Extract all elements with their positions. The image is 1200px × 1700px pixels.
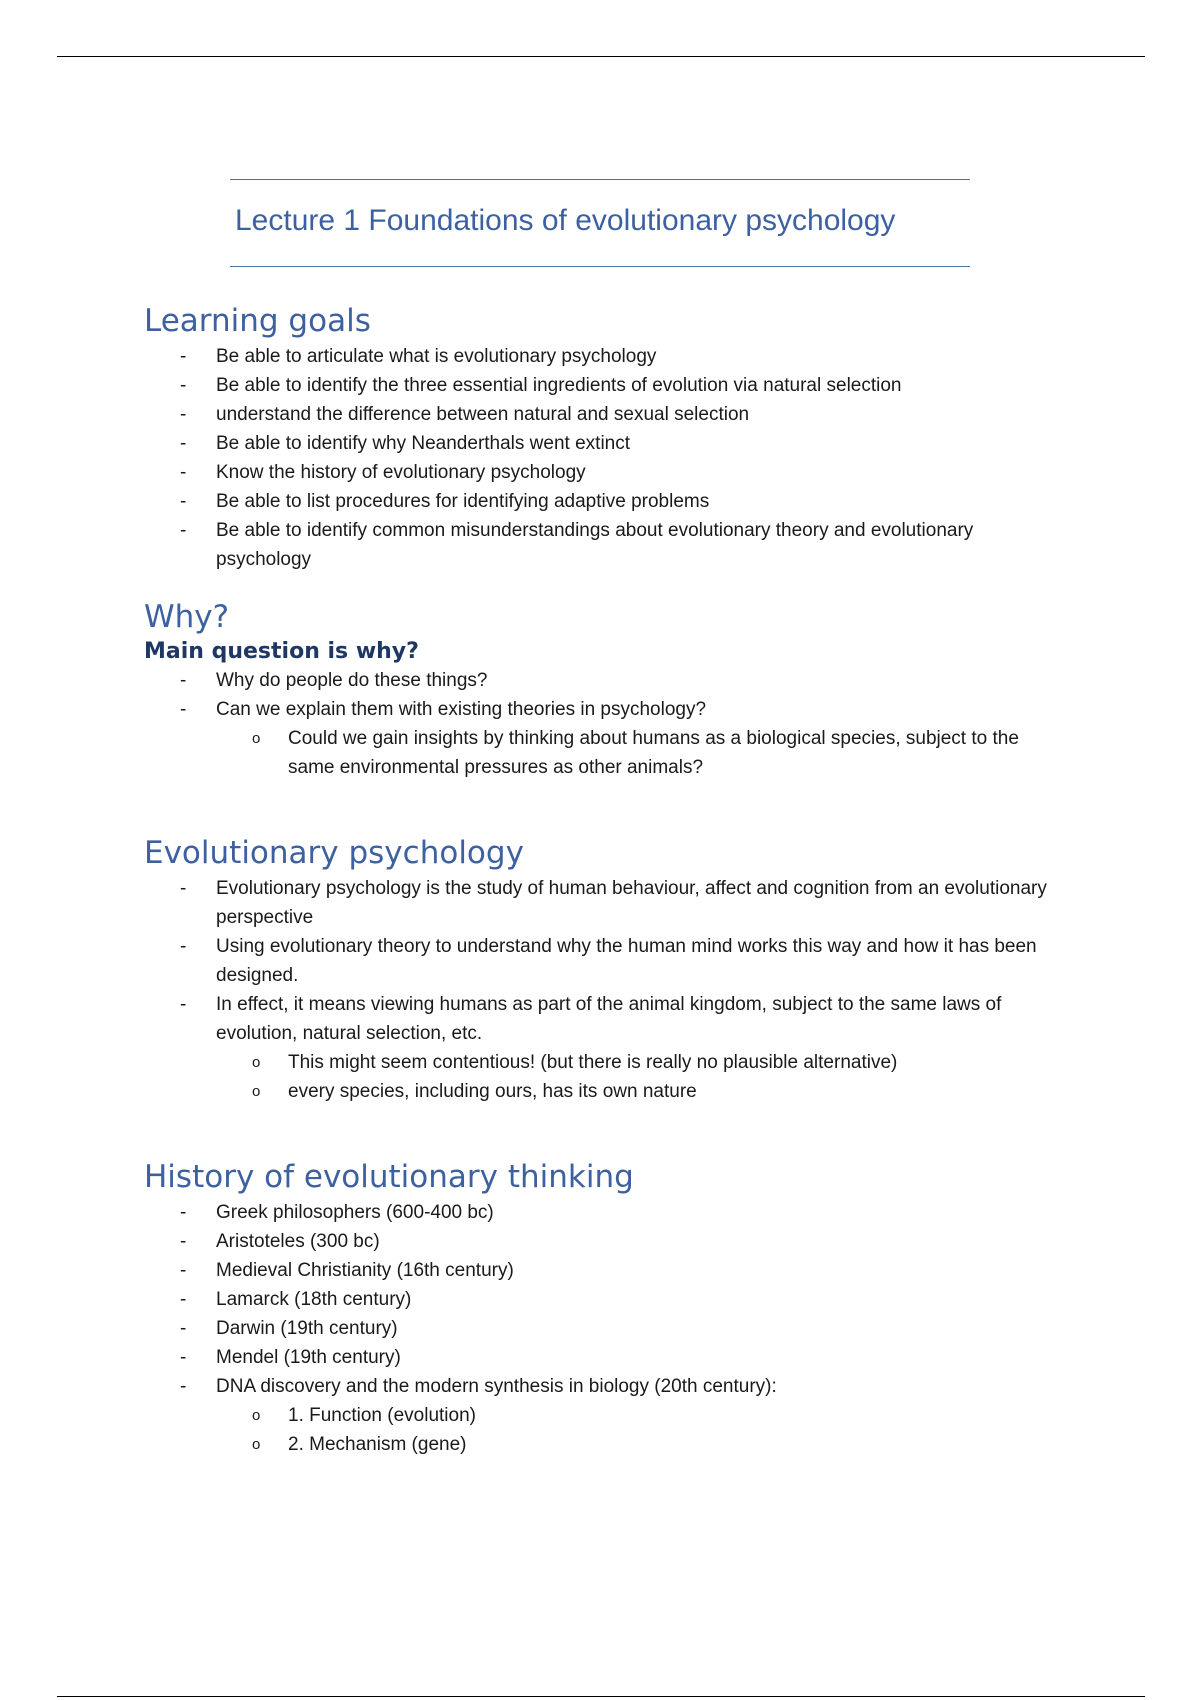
list-item: - In effect, it means viewing humans as part of the animal kingdom, subject to the same laws of evolution, natural selection, etc. o This might seem contentious! (but there is really no plausible alternative) o every species, including ours, has its own nature bbox=[144, 990, 1064, 1106]
evolutionary-psychology-list bbox=[144, 874, 1064, 1106]
sub-list-item: o 1. Function (evolution) bbox=[216, 1401, 1064, 1430]
dash-bullet: - bbox=[180, 1289, 187, 1310]
circle-bullet: o bbox=[252, 1436, 261, 1453]
document-body bbox=[144, 300, 1064, 1459]
list-item: - Be able to list procedures for identifying adaptive problems bbox=[144, 487, 1064, 516]
evolutionary-psychology-sublist bbox=[216, 1048, 1064, 1106]
heading-history: History of evolutionary thinking bbox=[144, 1159, 634, 1195]
circle-bullet: o bbox=[252, 1054, 261, 1071]
learning-goals-list bbox=[144, 342, 1064, 574]
dash-bullet: - bbox=[180, 936, 187, 957]
dash-bullet: - bbox=[180, 404, 187, 425]
dash-bullet: - bbox=[180, 1376, 187, 1397]
heading-why: Why? bbox=[144, 599, 230, 635]
sub-list-item: o Could we gain insights by thinking about humans as a biological species, subject to the same environmental pressures as other animals? bbox=[216, 724, 1064, 782]
history-list bbox=[144, 1198, 1064, 1459]
why-sublist bbox=[216, 724, 1064, 782]
page-top-rule bbox=[57, 56, 1145, 57]
list-item: - Using evolutionary theory to understand why the human mind works this way and how it has been designed. bbox=[144, 932, 1064, 990]
list-item: - Be able to identify common misunderstandings about evolutionary theory and evolutionary psychology bbox=[144, 516, 1064, 574]
dash-bullet: - bbox=[180, 878, 187, 899]
list-item: - understand the difference between natural and sexual selection bbox=[144, 400, 1064, 429]
dash-bullet: - bbox=[180, 520, 187, 541]
dash-bullet: - bbox=[180, 346, 187, 367]
dash-bullet: - bbox=[180, 491, 187, 512]
circle-bullet: o bbox=[252, 1407, 261, 1424]
dash-bullet: - bbox=[180, 1202, 187, 1223]
sub-list-item: o every species, including ours, has its own nature bbox=[216, 1077, 1064, 1106]
dash-bullet: - bbox=[180, 462, 187, 483]
list-item: - Aristoteles (300 bc) bbox=[144, 1227, 1064, 1256]
heading-evolutionary-psychology: Evolutionary psychology bbox=[144, 835, 524, 871]
list-item: - Be able to identify the three essential ingredients of evolution via natural selection bbox=[144, 371, 1064, 400]
list-item: - Know the history of evolutionary psychology bbox=[144, 458, 1064, 487]
list-item: - Greek philosophers (600-400 bc) bbox=[144, 1198, 1064, 1227]
sub-list-item: o 2. Mechanism (gene) bbox=[216, 1430, 1064, 1459]
why-list bbox=[144, 666, 1064, 782]
list-item: - Darwin (19th century) bbox=[144, 1314, 1064, 1343]
circle-bullet: o bbox=[252, 1083, 261, 1100]
dash-bullet: - bbox=[180, 699, 187, 720]
document-title: Lecture 1 Foundations of evolutionary psychology bbox=[235, 204, 896, 237]
dash-bullet: - bbox=[180, 1347, 187, 1368]
dash-bullet: - bbox=[180, 994, 187, 1015]
dash-bullet: - bbox=[180, 1260, 187, 1281]
dash-bullet: - bbox=[180, 433, 187, 454]
dash-bullet: - bbox=[180, 670, 187, 691]
list-item: - Can we explain them with existing theories in psychology? o Could we gain insights by thinking about humans as a biological species, subject to the same environmental pressures as other animals? bbox=[144, 695, 1064, 782]
list-item: - Be able to articulate what is evolutionary psychology bbox=[144, 342, 1064, 371]
subheading-main-question: Main question is why? bbox=[144, 639, 419, 664]
circle-bullet: o bbox=[252, 730, 261, 747]
sub-list-item: o This might seem contentious! (but there is really no plausible alternative) bbox=[216, 1048, 1064, 1077]
list-item: - DNA discovery and the modern synthesis in biology (20th century): o 1. Function (evolution) o 2. Mechanism (gene) bbox=[144, 1372, 1064, 1459]
list-item: - Medieval Christianity (16th century) bbox=[144, 1256, 1064, 1285]
history-sublist bbox=[216, 1401, 1064, 1459]
title-block bbox=[230, 179, 970, 267]
list-item: - Be able to identify why Neanderthals went extinct bbox=[144, 429, 1064, 458]
list-item: - Lamarck (18th century) bbox=[144, 1285, 1064, 1314]
dash-bullet: - bbox=[180, 375, 187, 396]
dash-bullet: - bbox=[180, 1318, 187, 1339]
dash-bullet: - bbox=[180, 1231, 187, 1252]
heading-learning-goals: Learning goals bbox=[144, 303, 371, 339]
list-item: - Evolutionary psychology is the study of human behaviour, affect and cognition from an evolutionary perspective bbox=[144, 874, 1064, 932]
page-bottom-rule bbox=[57, 1696, 1145, 1697]
list-item: - Why do people do these things? bbox=[144, 666, 1064, 695]
list-item: - Mendel (19th century) bbox=[144, 1343, 1064, 1372]
